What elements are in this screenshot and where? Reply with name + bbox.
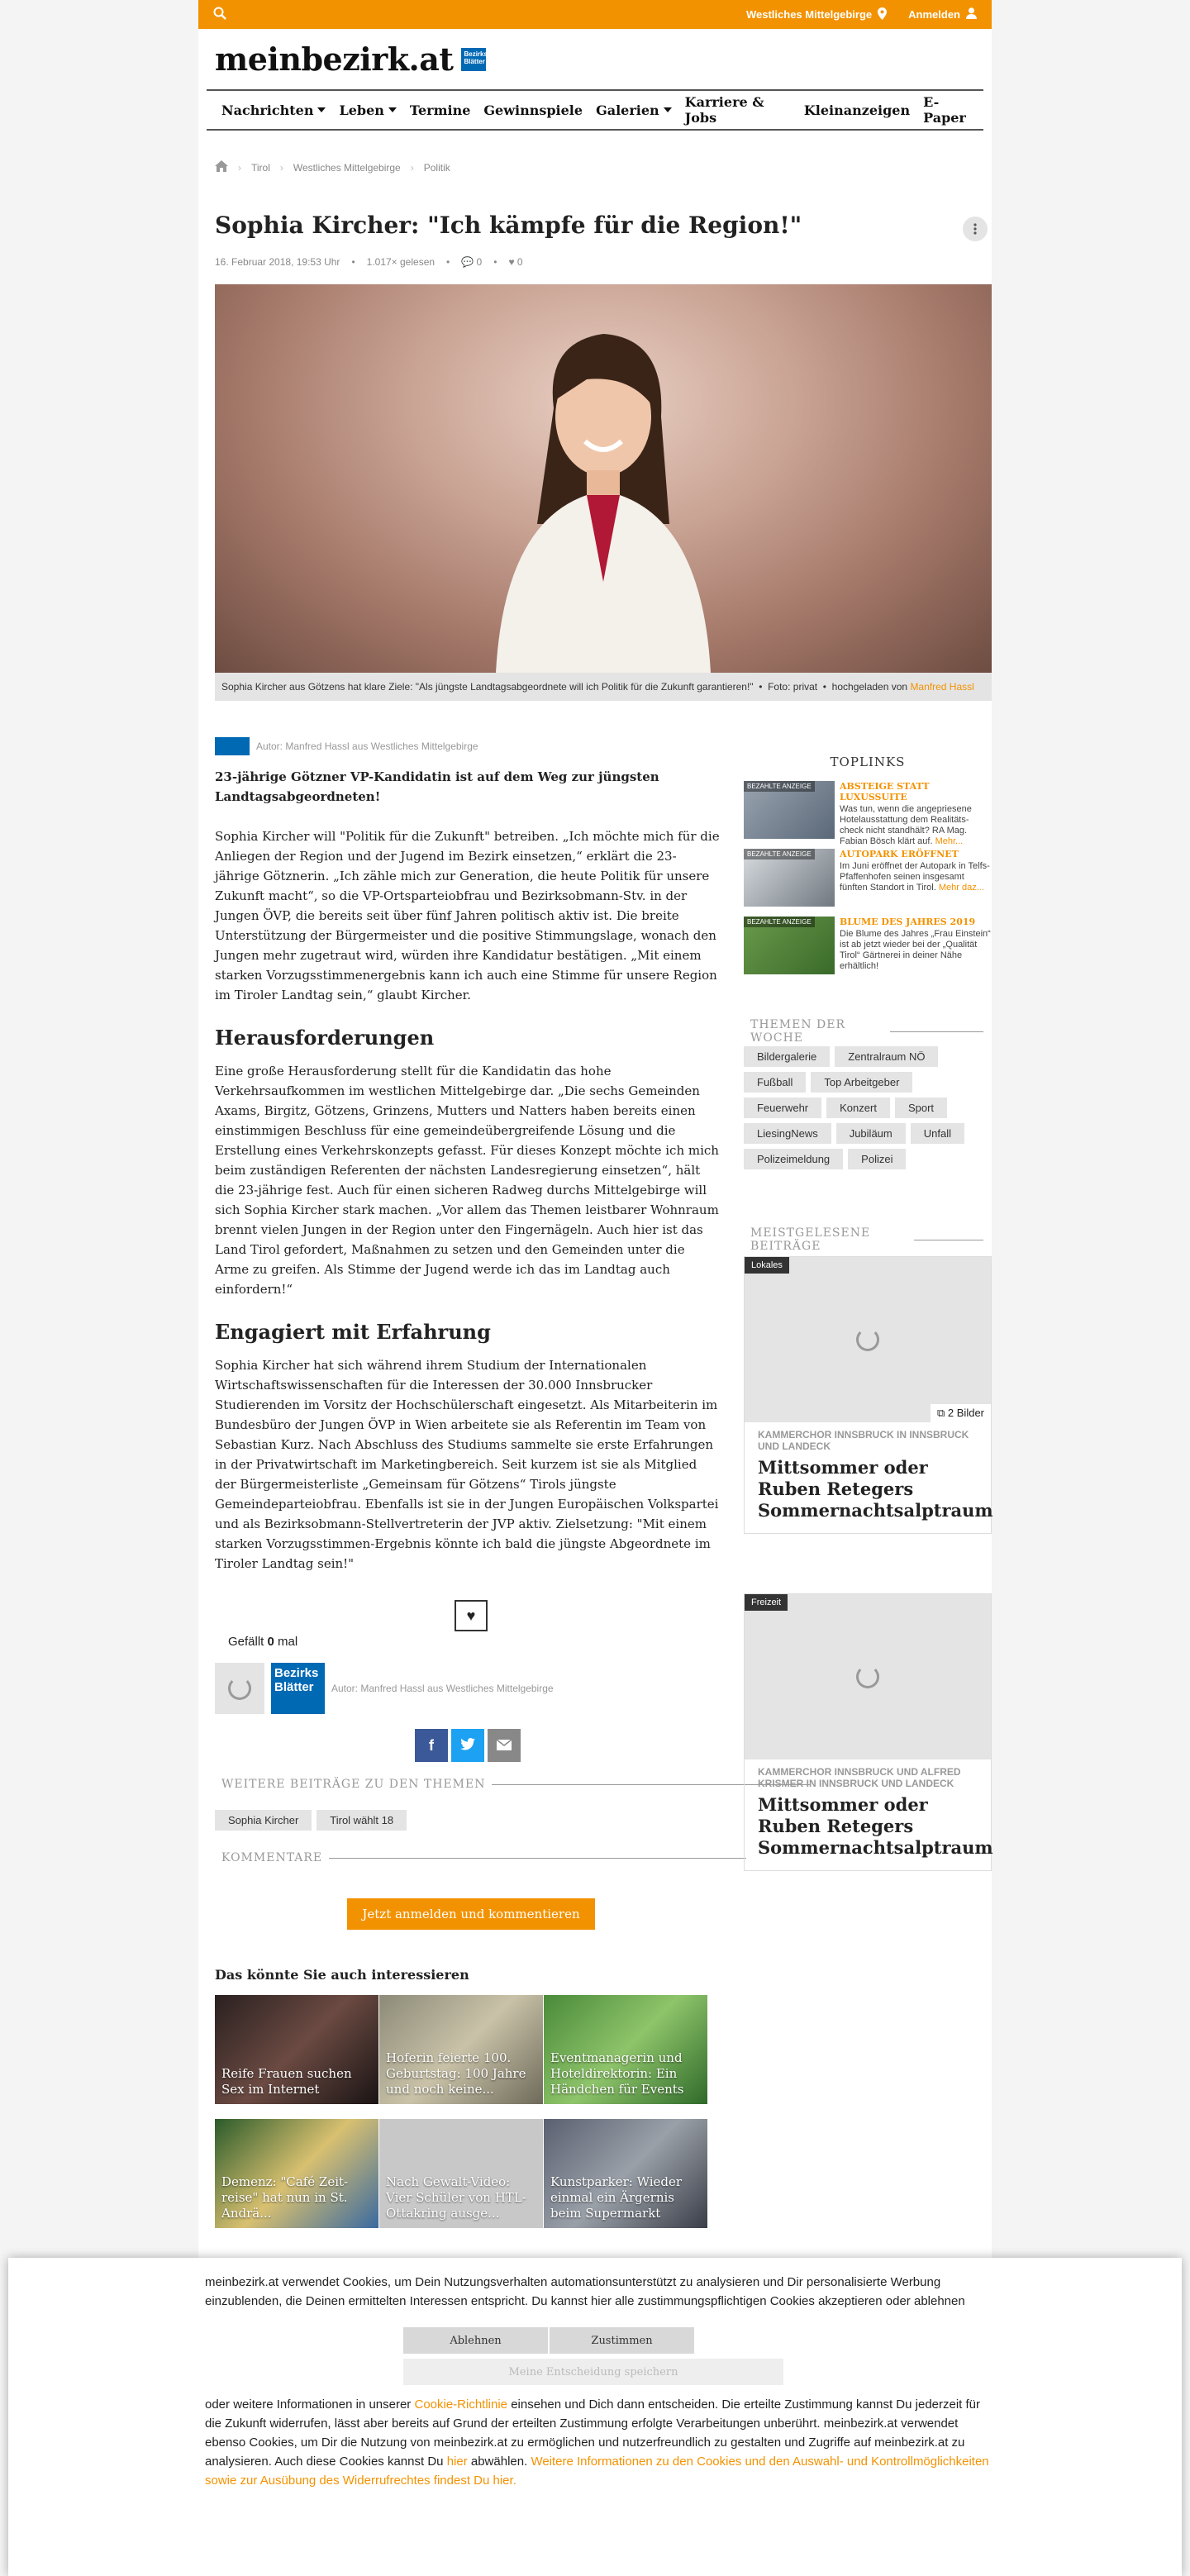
toplink-item[interactable] <box>744 849 992 912</box>
caption-uploaded: hochgeladen von <box>831 681 908 693</box>
cookie-text-part: oder weitere Informationen in unserer <box>205 2397 412 2412</box>
author-line <box>215 737 478 755</box>
image-caption: Sophia Kircher aus Götzens hat klare Ziele: "Als jüngste Landtagsabgeordnete will ich Politik für die Zukunft garantieren!" • Foto: privat • hochgeladen von Manfred Hassl <box>215 673 992 701</box>
more-topics-title: WEITERE BEITRÄGE ZU DEN THEMEN <box>221 1778 486 1791</box>
article-paragraph: Sophia Kircher will "Politik für die Zukunft" betreiben. „Ich möchte mich für die Anliegen der Region und der Jugend im Bezirk einsetzen,“ erklärt die 23-jährige Götznerin. „Ich zähle mich zur Generation, die heute Politik für unsere Zukunft macht“, so die VP-Ortsparteiobfrau und Bezirksobmann-Stv. in der Jungen ÖVP, die bereits seit über fünf Jahren politisch aktiv ist. Die breite Unterstützung der Bürgermeister und die positive Stimmungslage, wonach den Jungen mehr zugetraut wird, würden ihre Kandidatur bestätigen. „Mit einem starken Vorzugsstimmenergebnis kann ich auch eine Stimme für unsere Region im Tiroler Landtag sein,“ glaubt Kircher. <box>215 829 720 1002</box>
breadcrumb <box>215 160 450 174</box>
user-icon <box>966 7 977 21</box>
nav-label: Leben <box>339 102 384 118</box>
toplink-item[interactable] <box>744 781 992 844</box>
section-heading-engagiert: Engagiert mit Erfahrung <box>215 1320 491 1344</box>
comment-icon: 💬 <box>461 256 474 268</box>
share-buttons <box>415 1729 521 1762</box>
loading-spinner-icon <box>856 1665 879 1688</box>
nav-item-karriere[interactable] <box>678 94 797 126</box>
cookie-text-part: einsehen und Dich dann entscheiden. Die erteilte Zustimmung kannst Du jederzeit für die Zukunft widerrufen, lässt aber bereits auf Grund der erteilten Zustimmung erfolgte Verarbeitungen unberührt. meinbezirk.at verwendet ebenso Cookies, um Dir die Nutzung von meinbezirk.at zu ermöglichen und nutzerfreundlich zu gestalten und Zugriffe auf meinbezirk.at zu analysieren. Auch diese Cookies kannst Du <box>205 2397 981 2469</box>
tag[interactable]: Polizei <box>848 1149 906 1169</box>
nav-label: Karriere & Jobs <box>684 94 764 126</box>
divider <box>329 1858 746 1859</box>
interest-card-title: Nach Gewalt-Video: Vier Schüler von HTL-Ottakring ausge... <box>386 2174 526 2221</box>
twitter-icon <box>460 1737 475 1755</box>
ad-label: BEZAHLTE ANZEIGE <box>744 917 815 927</box>
email-share-button[interactable] <box>488 1729 521 1762</box>
location-label: Westliches Mittelgebirge <box>745 8 873 21</box>
caret-down-icon <box>664 107 672 112</box>
meistgelesen-card[interactable] <box>744 1593 992 1871</box>
tag[interactable]: Top Arbeitgeber <box>811 1072 912 1093</box>
login-button[interactable] <box>908 7 977 21</box>
cookie-text-part: abwählen. <box>470 2455 528 2469</box>
meta-separator: • <box>493 256 497 268</box>
interest-card[interactable] <box>544 1995 707 2104</box>
toplink-more-link[interactable]: Mehr... <box>935 836 964 846</box>
tag[interactable]: Polizeimeldung <box>744 1149 843 1169</box>
meistgelesen-card[interactable] <box>744 1256 992 1534</box>
themen-tags <box>744 1046 992 1169</box>
toplink-text <box>840 917 992 979</box>
facebook-share-button[interactable] <box>415 1729 448 1762</box>
like-suffix: mal <box>278 1635 298 1649</box>
divider <box>890 1031 983 1032</box>
hero-image[interactable] <box>215 284 992 673</box>
nav-item-termine[interactable] <box>403 102 478 118</box>
main-nav <box>207 91 983 131</box>
card-category: KAMMERCHOR INNSBRUCK UND ALFRED KRISMER IN INNSBRUCK UND LANDECK <box>758 1766 961 1789</box>
toplink-image <box>744 849 835 907</box>
tag[interactable]: Zentralraum NÖ <box>835 1046 938 1067</box>
heart-icon: ♥ <box>508 256 515 268</box>
comment-count[interactable] <box>461 256 482 268</box>
nav-label: Galerien <box>596 102 659 118</box>
top-bar <box>198 0 992 29</box>
tag[interactable]: Sport <box>895 1098 947 1118</box>
interest-card-title: Demenz: "Café Zeit-reise" hat nun in St. Andrä... <box>221 2174 349 2221</box>
interest-card-title: Kunstparker: Wieder einmal ein Ärgernis beim Supermarkt <box>550 2174 683 2221</box>
like-count-number: 0 <box>267 1635 274 1649</box>
cookie-here-link[interactable]: hier <box>446 2455 468 2469</box>
card-image <box>745 1594 991 1759</box>
interest-card[interactable] <box>379 1995 543 2104</box>
gallery-icon: ⧉ <box>937 1407 945 1419</box>
map-pin-icon <box>878 7 887 22</box>
caption-text: Sophia Kircher aus Götzens hat klare Ziele: "Als jüngste Landtagsabgeordnete will ich Politik für die Zukunft garantieren!" <box>221 681 754 693</box>
article-lead: 23-jährige Götzner VP-Kandidatin ist auf dem Weg zur jüngsten Landtagsabgeordneten! <box>215 769 659 804</box>
article-date: 16. Februar 2018, 19:53 Uhr <box>215 256 340 268</box>
nav-item-gewinnspiele[interactable] <box>477 102 589 118</box>
article-body <box>215 767 721 1593</box>
tag[interactable]: Feuerwehr <box>744 1098 821 1118</box>
category-label: Freizeit <box>745 1594 788 1611</box>
meta-separator: • <box>351 256 355 268</box>
interest-card[interactable] <box>544 2119 707 2228</box>
cookie-buttons <box>403 2327 992 2354</box>
portrait-illustration <box>463 309 744 673</box>
breadcrumb-item-tirol[interactable]: Tirol <box>251 161 270 174</box>
card-title: Mittsommer oder Ruben Retegers Sommernachtsalptraum <box>758 1457 993 1521</box>
breadcrumb-separator: › <box>279 161 283 174</box>
avatar[interactable] <box>215 1663 264 1714</box>
interest-card[interactable] <box>215 2119 378 2228</box>
like-count <box>228 1635 298 1649</box>
toplink-image <box>744 781 835 839</box>
nav-label: Kleinanzeigen <box>803 102 911 118</box>
meistgelesen-heading <box>750 1226 983 1253</box>
nav-label: Gewinnspiele <box>483 102 583 118</box>
bezirksblaetter-logo: Bezirks Blätter <box>271 1663 325 1714</box>
nav-item-kleinanzeigen[interactable] <box>797 102 916 118</box>
interest-card[interactable] <box>379 2119 543 2228</box>
tag[interactable]: Bildergalerie <box>744 1046 830 1067</box>
page <box>198 0 992 2576</box>
breadcrumb-item-region[interactable]: Westliches Mittelgebirge <box>293 161 401 174</box>
toplink-body: Die Blume des Jahres „Frau Einstein“ ist ab jetzt wieder bei der „Qualität Tirol“ Gärtnerei in deiner Nähe erhältlich! <box>840 929 991 971</box>
cookie-policy-link[interactable]: Cookie-Richtlinie <box>414 2397 508 2412</box>
meta-separator: • <box>446 256 450 268</box>
caret-down-icon <box>317 107 326 112</box>
image-count-text: 2 Bilder <box>947 1407 984 1419</box>
heart-icon: ♥ <box>466 1607 476 1624</box>
breadcrumb-item-politik[interactable]: Politik <box>423 161 450 174</box>
comments-title: KOMMENTARE <box>221 1851 323 1864</box>
cookie-banner <box>8 2258 1182 2576</box>
cookie-text: meinbezirk.at verwendet Cookies, um Dein Nutzungsverhalten automationsunterstützt zu analysieren und Dir personalisierte Werbung einzublenden, die Deinen ermittelten Interessen entspricht. Du kannst hier alle zustimmungspflichtigen Cookies akzeptieren oder ablehnen <box>205 2275 965 2308</box>
interest-cards <box>215 1995 711 2228</box>
nav-label: Termine <box>409 102 471 118</box>
cookie-text-2 <box>205 2395 992 2490</box>
nav-item-epaper[interactable] <box>916 94 983 126</box>
like-count-value: 0 <box>516 256 523 268</box>
article-meta <box>215 256 523 268</box>
bezirksblaetter-badge: Bezirks Blätter <box>461 48 486 71</box>
location-selector[interactable] <box>746 7 887 22</box>
login-comment-button[interactable]: Jetzt anmelden und kommentieren <box>347 1898 595 1930</box>
like-button[interactable] <box>455 1600 488 1631</box>
tag[interactable]: LiesingNews <box>744 1123 831 1144</box>
breadcrumb-separator: › <box>238 161 241 174</box>
interest-card[interactable] <box>215 1995 378 2104</box>
tag[interactable]: Konzert <box>826 1098 890 1118</box>
toplink-text <box>840 849 992 912</box>
author-thumbnail[interactable] <box>215 737 250 755</box>
nav-item-leben[interactable] <box>332 102 402 118</box>
site-logo[interactable]: meinbezirk.at <box>215 40 454 78</box>
toplink-text <box>840 781 992 844</box>
reject-button[interactable]: Ablehnen <box>403 2327 548 2354</box>
card-category: KAMMERCHOR INNSBRUCK IN INNSBRUCK UND LANDECK <box>758 1429 969 1452</box>
more-options-button[interactable] <box>963 217 988 241</box>
ad-label: BEZAHLTE ANZEIGE <box>744 849 815 859</box>
themen-heading <box>750 1018 983 1045</box>
nav-item-nachrichten[interactable] <box>215 102 332 118</box>
ad-label: BEZAHLTE ANZEIGE <box>744 781 815 792</box>
save-decision-button[interactable]: Meine Entscheidung speichern <box>403 2359 783 2385</box>
tag[interactable]: Sophia Kircher <box>215 1810 312 1831</box>
themen-title: THEMEN DER WOCHE <box>750 1018 846 1045</box>
card-title: Mittsommer oder Ruben Retegers Sommernachtsalptraum <box>758 1794 993 1858</box>
tag[interactable]: Tirol wählt 18 <box>317 1810 407 1831</box>
toplink-body: Was tun, wenn die angepriesene Hotelausstattung dem Realitäts-check nicht standhält? RA Mag. Fabian Bösch klärt auf. <box>840 804 972 846</box>
article-paragraph: Sophia Kircher hat sich während ihrem Studium der Internationalen Wirtschaftswissenschaften für die Interessen der 30.000 Innsbrucker Studierenden im Vorsitz der Hochschülerschaft eingesetzt. Als Mitarbeiterin im Bundesbüro der Jungen ÖVP in Wien arbeitete sie als Referentin im Team von Sebastian Kurz. Nach Abschluss des Studiums sammelte sie erste Erfahrungen in der Privatwirtschaft im Marketingbereich. Seit kurzem ist sie als Mitglied der Bürgermeisterliste „Gemeinsam für Götzens“ Tirols jüngste Gemeindeparteiobfrau. Ebenfalls ist sie in der Jungen Europäischen Volkspartei und als Bezirksobmann-Stellvertreterin der JVP aktiv. Zielsetzung: "Mit einem starken Vorzugsstimmen-Ergebnis könnte ich bald die jüngste Abgeordnete im Tiroler Landtag sein!" <box>215 1358 719 1571</box>
caret-down-icon <box>388 107 397 112</box>
tag[interactable]: Jubiläum <box>836 1123 906 1144</box>
article-title: Sophia Kircher: "Ich kämpfe für die Region!" <box>215 212 802 239</box>
tag[interactable]: Unfall <box>911 1123 964 1144</box>
author-box-text[interactable]: Autor: Manfred Hassl aus Westliches Mittelgebirge <box>331 1683 554 1694</box>
logo-row <box>207 29 983 91</box>
caption-foto: Foto: privat <box>768 681 818 693</box>
loading-spinner-icon <box>856 1328 879 1351</box>
card-image <box>745 1257 991 1422</box>
nav-label: E-Paper <box>923 94 966 126</box>
comments-heading <box>221 1851 746 1864</box>
twitter-share-button[interactable] <box>451 1729 484 1762</box>
article-reads: 1.017× gelesen <box>366 256 436 268</box>
search-icon[interactable] <box>213 7 226 22</box>
toplink-image <box>744 917 835 974</box>
envelope-icon <box>497 1737 512 1755</box>
breadcrumb-separator: › <box>410 161 414 174</box>
facebook-icon: f <box>429 1736 434 1754</box>
toplink-body: Im Juni eröffnet der Autopark in Telfs-Pfaffenhofen seinen insgesamt fünften Standort in Tirol. <box>840 861 990 893</box>
more-topics-tags <box>215 1810 407 1831</box>
caption-uploader-link[interactable]: Manfred Hassl <box>910 681 974 693</box>
meistgelesen-title: MEISTGELESENE BEITRÄGE <box>750 1226 871 1253</box>
accept-button[interactable]: Zustimmen <box>550 2327 694 2354</box>
interest-card-title: Eventmanagerin und Hoteldirektorin: Ein Händchen für Events <box>550 2050 684 2097</box>
interest-card-title: Reife Frauen suchen Sex im Internet <box>221 2066 352 2097</box>
author-line-text[interactable]: Autor: Manfred Hassl aus Westliches Mittelgebirge <box>256 740 478 752</box>
nav-label: Nachrichten <box>221 102 314 118</box>
like-prefix: Gefällt <box>228 1635 264 1649</box>
toplink-title: ABSTEIGE STATT LUXUSSUITE <box>840 781 930 802</box>
article-paragraph: Eine große Herausforderung stellt für die Kandidatin das hohe Verkehrsaufkommen im westlichen Mittelgebirge dar. „Die sechs Gemeinden Axams, Birgitz, Götzens, Grinzens, Mutters und Natters haben bereits einen einstimmigen Beschluss für eine gemeindeübergreifende Lösung und die Erstellung eines Verkehrskonzepts gefasst. Für dieses Konzept möchte ich mich beim zuständigen Referenten der nächsten Landesregierung einsetzen“, hält die 23-jährige fest. Auch für einen sicheren Radweg durchs Mittelgebirge will sich Sophia Kircher stark machen. „Vor allem das Themen leistbarer Wohnraum brennt vielen Jungen in der Region unter den Fingernägeln. Auch hier ist das Land Tirol gefordert, Maßnahmen zu setzen und den Gemeinden unter die Arme zu greifen. Als Stimme der Jugend werde ich das im Landtag auch einfordern!“ <box>215 1064 719 1297</box>
home-icon[interactable] <box>215 160 228 174</box>
loading-spinner-icon <box>228 1677 251 1700</box>
toplink-more-link[interactable]: Mehr daz... <box>938 883 984 893</box>
vertical-dots-icon <box>973 223 977 235</box>
comment-count-value: 0 <box>476 256 483 268</box>
interest-title: Das könnte Sie auch interessieren <box>215 1967 469 1983</box>
tag[interactable]: Fußball <box>744 1072 806 1093</box>
interest-card-title: Hoferin feierte 100. Geburtstag: 100 Jahre und noch keine... <box>386 2050 526 2097</box>
like-count-meta[interactable] <box>508 256 522 268</box>
author-box <box>215 1663 554 1714</box>
login-label: Anmelden <box>908 8 960 21</box>
toplink-title: AUTOPARK ERÖFFNET <box>840 849 959 859</box>
category-label: Lokales <box>745 1257 789 1274</box>
toplink-item[interactable] <box>744 917 992 979</box>
section-heading-herausforderungen: Herausforderungen <box>215 1026 435 1050</box>
cookie-more-info-link[interactable]: Weitere Informationen zu den Cookies und den Auswahl- und Kontrollmöglichkeiten sowie zur Ausübung des Widerrufrechtes findest Du hier. <box>205 2455 989 2488</box>
nav-item-galerien[interactable] <box>589 102 678 118</box>
toplinks-title: TOPLINKS <box>830 755 906 769</box>
more-topics-heading <box>221 1778 810 1791</box>
toplink-title: BLUME DES JAHRES 2019 <box>840 917 976 927</box>
image-count <box>931 1404 991 1422</box>
